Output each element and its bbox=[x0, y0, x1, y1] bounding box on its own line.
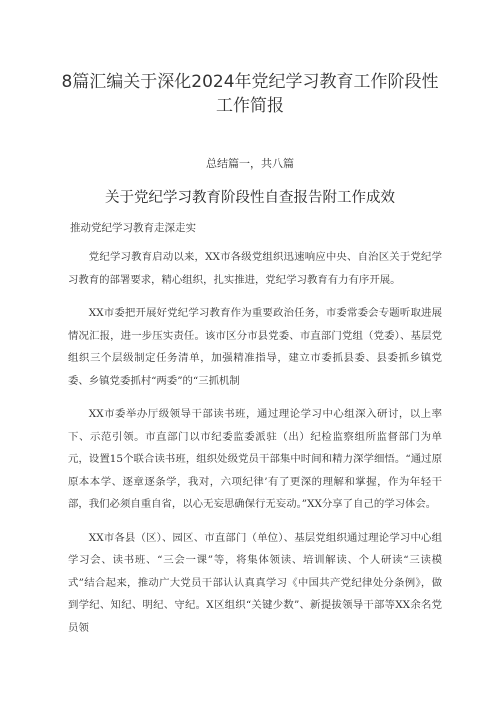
document-title-line-2: 工作简报 bbox=[216, 96, 284, 116]
paragraph: XX市委举办厅级领导干部读书班，通过理论学习中心组深入研讨，以上率下、示范引领。市直部门以市纪委监委派驻（出）纪检监察组所监督部门为单元，设置15个联合读书班，组织处级党员干部集中时间和精力深学细悟。“通过原原本本学、逐章逐条学，我对，六项纪律’有了更深的理解和掌握，作为年轻干部，我们必须自重自省，以心无妄思确保行无妄动。”XX分享了自己的学习体会。 bbox=[68, 408, 442, 510]
paragraph: XX市委把开展好党纪学习教育作为重要政治任务，市委常委会专题听取进展情况汇报，进一步压实责任。该市区分市县党委、市直部门党组（党委）、基层党组织三个层级制定任务清单，加强精准指导，建立市委抓县委、县委抓乡镇党委、乡镇党委抓村“两委”的“三抓机制 bbox=[68, 307, 442, 387]
paragraph: XX市各县（区）、园区、市直部门（单位）、基层党组织通过理论学习中心组学习会、读书班、“三会一课”等，将集体领读、培训解读、个人研读“三读模式”结合起来，推动广大党员干部认认真真学习《中国共产党纪律处分条例》，做到学纪、知纪、明纪、守纪。X区组织“关键少数”、新提拔领导干部等XX余名党员领 bbox=[68, 531, 442, 634]
section-heading: 关于党纪学习教育阶段性自查报告附工作成效 bbox=[105, 190, 395, 206]
document-body bbox=[68, 246, 442, 650]
subheading: 推动党纪学习教育走深走实 bbox=[70, 222, 196, 234]
summary-label: 总结篇一，共八篇 bbox=[206, 157, 294, 170]
paragraph: 党纪学习教育启动以来，XX市各级党组织迅速响应中央、自治区关于党纪学习教育的部署要求，精心组织，扎实推进，党纪学习教育有力有序开展。 bbox=[68, 251, 442, 286]
document-title-line-1: 8篇汇编关于深化2024年党纪学习教育工作阶段性 bbox=[61, 72, 439, 92]
document-title bbox=[40, 70, 460, 118]
